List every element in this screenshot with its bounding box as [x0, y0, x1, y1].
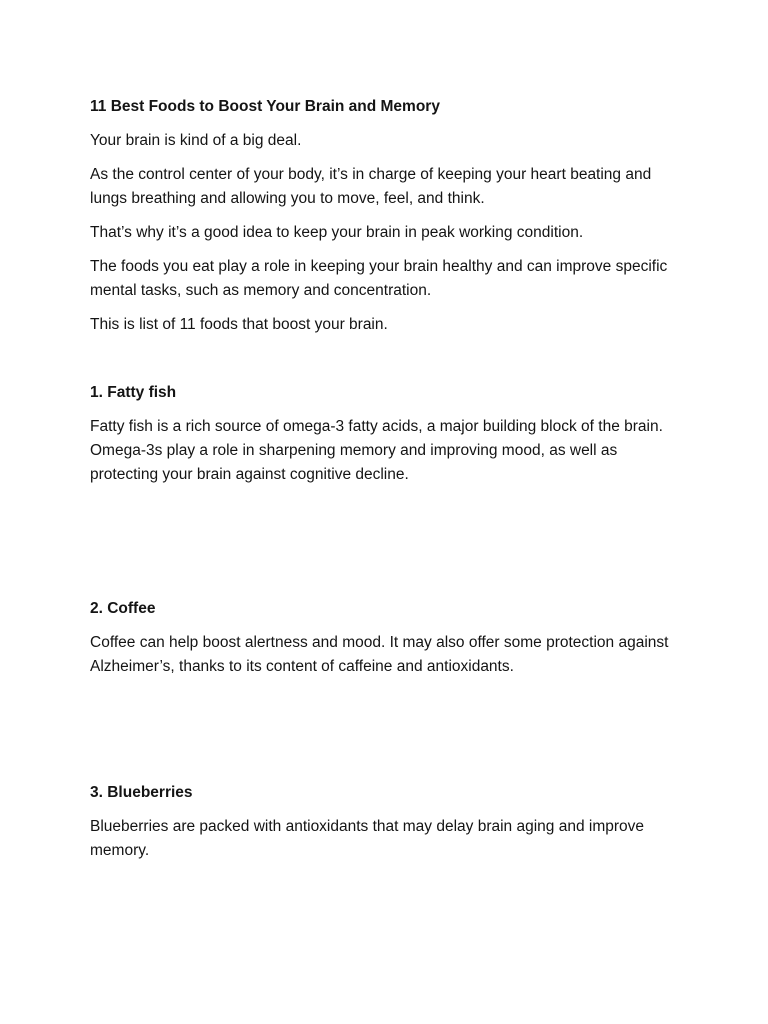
intro-paragraph-2: As the control center of your body, it’s in charge of keeping your heart beating and lungs breathing and allowing you to move, feel, and think. [90, 166, 652, 207]
spacer [90, 689, 680, 781]
intro-paragraph-4: The foods you eat play a role in keeping your brain healthy and can improve specific mental tasks, such as memory and concentration. [90, 258, 668, 299]
document-title: 11 Best Foods to Boost Your Brain and Memory [90, 98, 440, 115]
section-body-fatty-fish: Fatty fish is a rich source of omega-3 fatty acids, a major building block of the brain. Omega-3s play a role in sharpening memory and improving mood, as well as protecting your brain against cognitive decline. [90, 418, 663, 483]
spacer [90, 347, 680, 381]
section-body-coffee: Coffee can help boost alertness and mood. It may also offer some protection against Alzheimer’s, thanks to its content of caffeine and antioxidants. [90, 634, 669, 675]
section-heading-fatty-fish: 1. Fatty fish [90, 384, 177, 401]
intro-paragraph-5: This is list of 11 foods that boost your brain. [90, 316, 388, 333]
document-body [90, 95, 680, 873]
section-heading-coffee: 2. Coffee [90, 600, 156, 617]
spacer [90, 497, 680, 597]
intro-paragraph-3: That’s why it’s a good idea to keep your brain in peak working condition. [90, 224, 584, 241]
section-heading-blueberries: 3. Blueberries [90, 784, 193, 801]
section-body-blueberries: Blueberries are packed with antioxidants that may delay brain aging and improve memory. [90, 818, 645, 859]
intro-paragraph-1: Your brain is kind of a big deal. [90, 132, 302, 149]
